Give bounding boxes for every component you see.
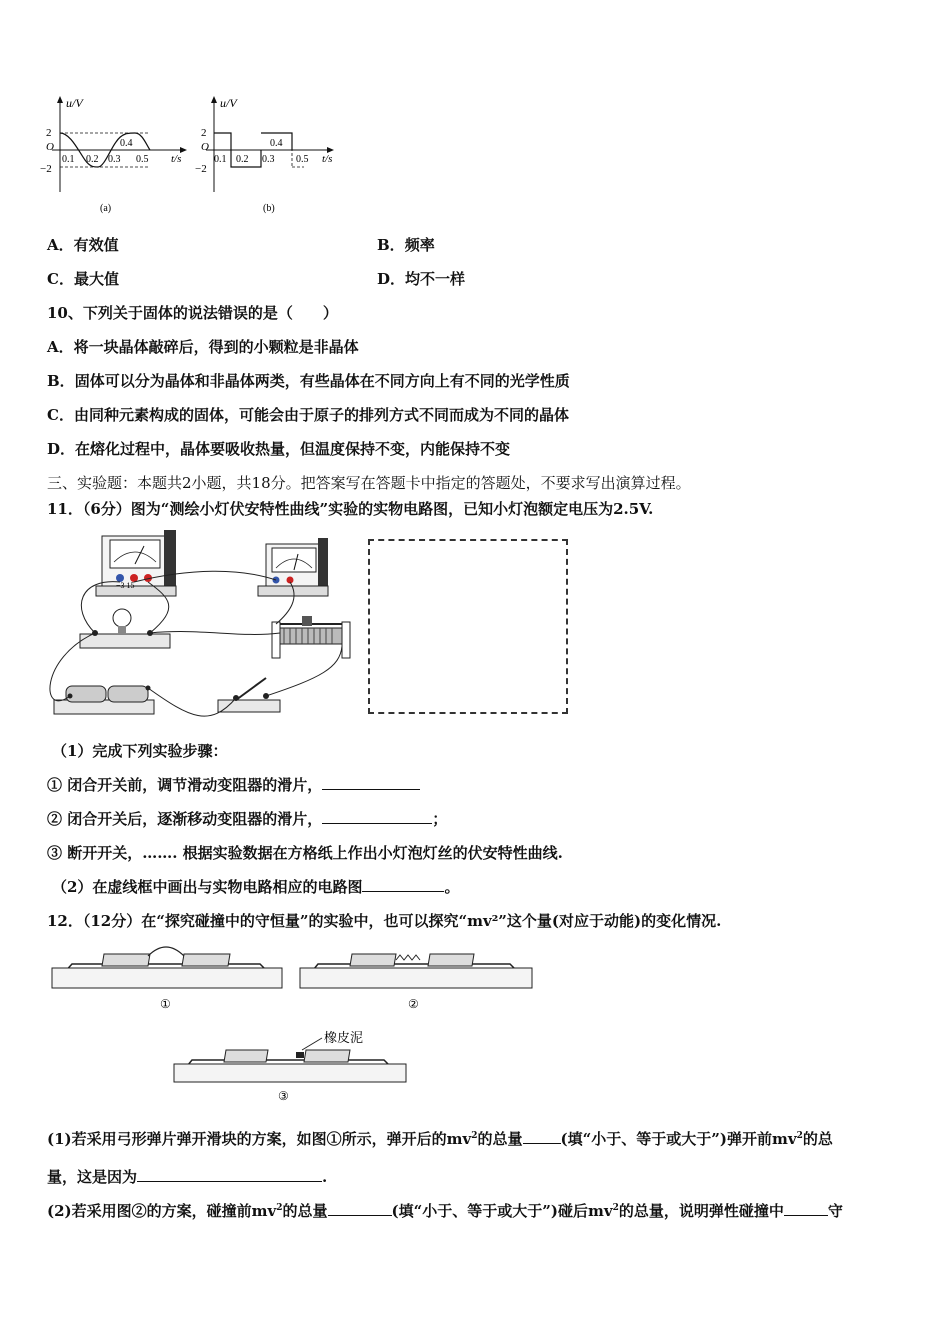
origin-label: O (201, 141, 209, 153)
option-text: 频率 (404, 236, 435, 254)
collision-setup-figures (42, 944, 542, 1106)
tick-label: 0.4 (120, 138, 133, 149)
option-letter: D． (377, 270, 406, 288)
q10-option-c (47, 405, 569, 425)
answer-blank[interactable] (137, 1167, 322, 1182)
option-b (377, 235, 435, 255)
punctuation: ； (432, 810, 448, 828)
text: 的总量 (282, 1202, 328, 1220)
axis-ylabel: u/V (220, 96, 237, 110)
option-text: 固体可以分为晶体和非晶体两类，有些晶体在不同方向上有不同的光学性质 (74, 372, 570, 390)
part-text: （2）在虚线框中画出与实物电路相应的电路图 (52, 878, 363, 896)
option-letter: A． (47, 338, 74, 356)
left-meter (96, 530, 176, 596)
q10-option-b (47, 371, 570, 391)
option-text: 将一块晶体敲碎后，得到的小颗粒是非晶体 (73, 338, 359, 356)
tick-label: 0.1 (214, 154, 227, 165)
tick-label: 0.2 (86, 154, 99, 165)
q11-part-2 (52, 877, 459, 897)
option-text: 最大值 (73, 270, 119, 288)
answer-blank[interactable] (362, 877, 444, 892)
figure-b (195, 96, 334, 214)
option-letter: A． (47, 236, 74, 254)
option-d (377, 269, 465, 289)
option-letter: B． (377, 236, 405, 254)
tick-label: 0.5 (136, 154, 149, 165)
q10-option-d (47, 439, 510, 459)
circuit-apparatus-figure (40, 528, 360, 723)
axis-xlabel: t/s (171, 153, 182, 165)
figure-label: ② (408, 997, 419, 1011)
superscript: 2 (471, 1131, 478, 1141)
caption: (b) (263, 203, 275, 214)
tick-label: 0.5 (296, 154, 309, 165)
q12-part-1-line-2 (47, 1167, 327, 1187)
section-heading: 三、实验题：本题共2小题，共18分。把答案写在答题卡中指定的答题处，不要求写出演算过程。 (47, 474, 691, 492)
question-11-stem: 11．（6分）图为“测绘小灯伏安特性曲线”实验的实物电路图，已知小灯泡额定电压为2.5V. (47, 500, 654, 518)
waveform-figures (38, 92, 348, 222)
figure-a (40, 96, 187, 214)
answer-blank[interactable] (523, 1129, 561, 1144)
rheostat (272, 616, 350, 658)
option-c (47, 269, 119, 289)
figure-label: ① (160, 997, 171, 1011)
q12-part-2 (47, 1201, 843, 1221)
option-text: 有效值 (73, 236, 119, 254)
punctuation: 。 (444, 878, 460, 896)
punctuation: . (322, 1168, 328, 1186)
tick-label: 0.1 (62, 154, 75, 165)
text: (2)若采用图②的方案，碰撞前mv (47, 1202, 277, 1220)
superscript: 2 (796, 1131, 803, 1141)
question-10-stem: 10、下列关于固体的说法错误的是（ ） (47, 304, 338, 322)
axis-ylabel: u/V (66, 96, 83, 110)
answer-blank[interactable] (322, 809, 432, 824)
axis-xlabel: t/s (322, 153, 333, 165)
step-text: ② 闭合开关后，逐渐移动变阻器的滑片， (47, 810, 323, 828)
option-text: 由同种元素构成的固体，可能会由于原子的排列方式不同而成为不同的晶体 (73, 406, 569, 424)
y-pos-label: 2 (201, 127, 207, 139)
setup-figure-2 (300, 954, 532, 1011)
y-pos-label: 2 (46, 127, 52, 139)
setup-figure-3 (174, 1030, 406, 1103)
tick-label: 0.2 (236, 154, 249, 165)
tick-label: 0.4 (270, 138, 283, 149)
superscript: 2 (612, 1203, 619, 1213)
question-12-stem: 12．（12分）在“探究碰撞中的守恒量”的实验中，也可以探究“mv²”这个量(对应于动能)的变化情况. (47, 912, 722, 930)
option-letter: C． (47, 270, 74, 288)
q11-step-3: ③ 断开开关，……. 根据实验数据在方格纸上作出小灯泡灯丝的伏安特性曲线. (47, 844, 563, 862)
text: 的总量，说明弹性碰撞中 (618, 1202, 784, 1220)
text: (填“小于、等于或大于”)碰后mv (391, 1202, 613, 1220)
meter-terminals: −3 15 (116, 581, 135, 590)
text: 守 (827, 1202, 843, 1220)
text: (1)若采用弓形弹片弹开滑块的方案，如图①所示，弹开后的mv (47, 1130, 472, 1148)
option-letter: C． (47, 406, 74, 424)
y-neg-label: −2 (40, 163, 52, 175)
answer-blank[interactable] (784, 1201, 828, 1216)
q10-option-a (47, 337, 359, 357)
putty-label: 橡皮泥 (324, 1030, 364, 1045)
caption: (a) (100, 203, 112, 214)
option-letter: D． (47, 440, 76, 458)
y-neg-label: −2 (195, 163, 207, 175)
q11-step-2 (47, 809, 447, 829)
battery-box (54, 686, 154, 715)
option-text: 在熔化过程中，晶体要吸收热量，但温度保持不变，内能保持不变 (75, 440, 511, 458)
text: (填“小于、等于或大于”)弹开前mv (560, 1130, 797, 1148)
q11-step-title: （1）完成下列实验步骤： (52, 742, 228, 760)
text: 的总 (802, 1130, 833, 1148)
origin-label: O (46, 141, 54, 153)
option-a (47, 235, 119, 255)
text: 量，这是因为 (47, 1168, 138, 1186)
tick-label: 0.3 (108, 154, 121, 165)
q12-part-1-line-1 (47, 1129, 833, 1149)
figure-label: ③ (278, 1089, 289, 1103)
answer-blank[interactable] (322, 775, 420, 790)
superscript: 2 (276, 1203, 283, 1213)
setup-figure-1 (52, 947, 282, 1011)
option-letter: B． (47, 372, 75, 390)
option-text: 均不一样 (405, 270, 466, 288)
text: 的总量 (477, 1130, 523, 1148)
answer-box-dashed (368, 539, 568, 714)
lamp-board (80, 609, 170, 648)
step-text: ① 闭合开关前，调节滑动变阻器的滑片， (47, 776, 323, 794)
answer-blank[interactable] (328, 1201, 392, 1216)
q11-step-1 (47, 775, 420, 795)
tick-label: 0.3 (262, 154, 275, 165)
